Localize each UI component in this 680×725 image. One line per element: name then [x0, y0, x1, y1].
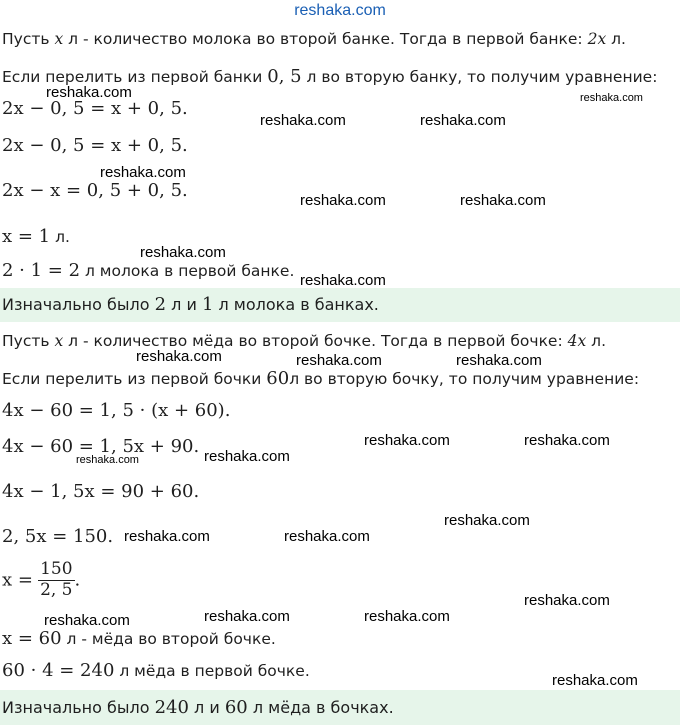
- honey-equation-4: 2, 5x = 150.: [2, 526, 114, 547]
- honey-equation-3: 4x − 1, 5x = 90 + 60.: [2, 481, 200, 502]
- honey-equation-7: 60 · 4 = 240 л мёда в первой бочке.: [2, 660, 310, 681]
- honey-condition-line: Если перелить из первой бочки 60л во вторую бочку, то получим уравнение:: [2, 368, 640, 389]
- honey-equation-2: 4x − 60 = 1, 5x + 90.: [2, 436, 200, 457]
- watermark-text: reshaka.com: [580, 92, 643, 104]
- watermark-text: reshaka.com: [44, 612, 130, 629]
- milk-equation-2: 2x − 0, 5 = x + 0, 5.: [2, 135, 188, 156]
- watermark-text: reshaka.com: [284, 528, 370, 545]
- honey-equation-1: 4x − 60 = 1, 5 · (x + 60).: [2, 400, 231, 421]
- milk-condition-line: Если перелить из первой банки 0, 5 л во вторую банку, то получим уравнение:: [2, 66, 658, 87]
- honey-equation-6: x = 60 л - мёда во второй бочке.: [2, 628, 276, 649]
- watermark-text: reshaka.com: [456, 352, 542, 369]
- watermark-text: reshaka.com: [204, 448, 290, 465]
- watermark-text: reshaka.com: [420, 112, 506, 129]
- watermark-text: reshaka.com: [136, 348, 222, 365]
- watermark-text: reshaka.com: [46, 84, 132, 101]
- watermark-text: reshaka.com: [460, 192, 546, 209]
- watermark-text: reshaka.com: [100, 164, 186, 181]
- milk-intro-line: Пусть x л - количество молока во второй банке. Тогда в первой банке: 2x л.: [2, 30, 626, 48]
- watermark-text: reshaka.com: [204, 608, 290, 625]
- watermark-text: reshaka.com: [524, 592, 610, 609]
- watermark-text: reshaka.com: [552, 672, 638, 689]
- fraction: $\frac{150}{2, 5}$: [40, 559, 73, 600]
- honey-intro-line: Пусть x л - количество мёда во второй бочке. Тогда в первой бочке: 4x л.: [2, 332, 606, 350]
- watermark-text: reshaka.com: [124, 528, 210, 545]
- watermark-text: reshaka.com: [300, 272, 386, 289]
- watermark-text: reshaka.com: [364, 432, 450, 449]
- watermark-text: reshaka.com: [296, 352, 382, 369]
- watermark-text: reshaka.com: [76, 454, 139, 466]
- watermark-text: reshaka.com: [140, 244, 226, 261]
- watermark-text: reshaka.com: [364, 608, 450, 625]
- honey-equation-5: x = $\frac{150}{2, 5}$ .: [2, 559, 81, 600]
- watermark-text: reshaka.com: [444, 512, 530, 529]
- milk-answer: Изначально было 2 л и 1 л молока в банках.: [2, 294, 379, 315]
- watermark-text: reshaka.com: [524, 432, 610, 449]
- milk-equation-1: 2x − 0, 5 = x + 0, 5.: [2, 98, 188, 119]
- watermark-text: reshaka.com: [300, 192, 386, 209]
- honey-answer: Изначально было 240 л и 60 л мёда в бочках.: [2, 697, 394, 718]
- site-header-link[interactable]: reshaka.com: [294, 2, 386, 19]
- milk-equation-3: 2x − x = 0, 5 + 0, 5.: [2, 180, 188, 201]
- milk-equation-5: 2 · 1 = 2 л молока в первой банке.: [2, 260, 295, 281]
- milk-equation-4: x = 1 л.: [2, 226, 70, 247]
- watermark-text: reshaka.com: [260, 112, 346, 129]
